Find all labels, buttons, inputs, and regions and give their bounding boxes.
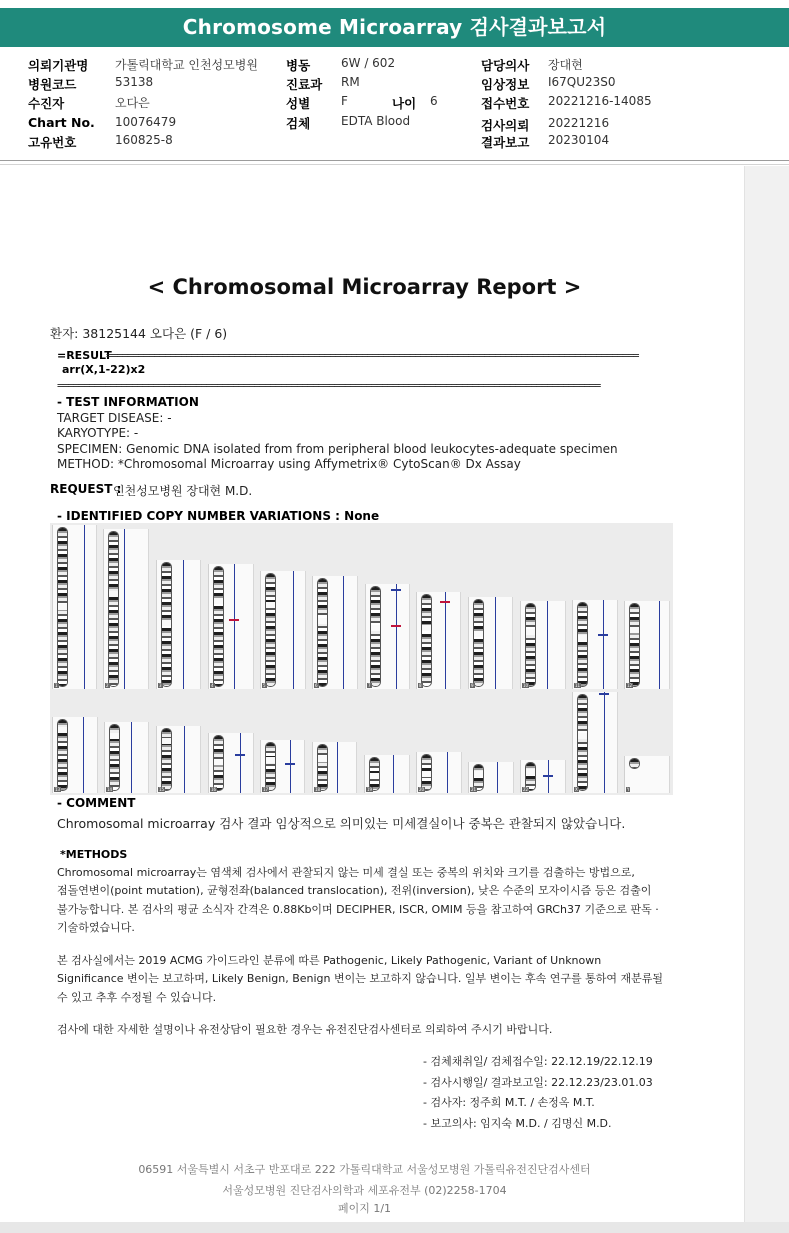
label-department: 진료과 (286, 77, 323, 92)
label-age: 나이 (392, 96, 417, 111)
label-clinical-info: 임상정보 (481, 77, 530, 92)
chromosome-22: 22 (520, 760, 566, 793)
label-patient-name: 수진자 (28, 96, 65, 111)
value-patient-name: 오다은 (115, 96, 150, 110)
footer-page-number: 페이지 1/1 (337, 1202, 392, 1215)
chromosome-18: 18 (312, 742, 357, 793)
header-divider-shadow (0, 164, 789, 165)
chromosome-11: 11 (572, 600, 618, 689)
footer-address: 06591 서울특별시 서초구 반포대로 222 가톨릭대학교 서울성모병원 가톨릭유전진단검사센터 (138, 1163, 591, 1176)
result-divider: ====================================================================================================== (57, 379, 600, 392)
page-margin-strip (744, 166, 789, 1222)
chromosome-14: 14 (104, 722, 149, 793)
karyotype: KARYOTYPE: - (57, 426, 139, 440)
label-specimen: 검체 (286, 116, 311, 131)
method: METHOD: *Chromosomal Microarray using Affymetrix® CytoScan® Dx Assay (57, 457, 521, 471)
label-sex: 성별 (286, 96, 311, 111)
karyogram (50, 523, 673, 795)
chromosome-y: Y (624, 756, 670, 793)
chromosome-8: 8 (416, 592, 461, 689)
value-request-date: 20221216 (548, 116, 610, 130)
cnv-label: - IDENTIFIED COPY NUMBER VARIATIONS : None (57, 509, 380, 523)
request-value: 인천성모병원 장대현 M.D. (113, 484, 253, 498)
value-report-date: 20230104 (548, 133, 610, 147)
methods-p1-l1: Chromosomal microarray는 염색체 검사에서 관찰되지 않는 미세 결실 또는 중복의 위치와 크기를 검출하는 방법으로, (57, 866, 635, 879)
value-physician: 장대현 (548, 58, 583, 72)
chromosome-3: 3 (156, 560, 201, 689)
chromosome-16: 16 (208, 733, 254, 793)
chromosome-2: 2 (103, 529, 149, 689)
value-unique-no: 160825-8 (115, 133, 173, 147)
methods-p2-l3: 수 있고 추후 수정될 수 있습니다. (57, 991, 217, 1004)
chromosome-12: 12 (624, 601, 670, 689)
reporting-physician: - 보고의사: 임지숙 M.D. / 김명신 M.D. (423, 1117, 612, 1130)
request-label: REQUEST : (50, 482, 122, 496)
comment-label: - COMMENT (57, 796, 136, 810)
footer-department: 서울성모병원 진단검사의학과 세포유전부 (02)2258-1704 (222, 1184, 507, 1197)
label-institution: 의뢰기관명 (28, 58, 89, 73)
value-clinical-info: I67QU23S0 (548, 75, 616, 89)
chromosome-7: 7 (365, 584, 410, 689)
chromosome-10: 10 (520, 601, 566, 689)
label-physician: 담당의사 (481, 58, 530, 73)
patient-line: 환자: 38125144 오다은 (F / 6) (50, 326, 228, 341)
label-unique-no: 고유번호 (28, 135, 77, 150)
value-age: 6 (430, 94, 438, 108)
chromosome-20: 20 (416, 752, 462, 793)
target-disease: TARGET DISEASE: - (57, 411, 172, 425)
report-heading: < Chromosomal Microarray Report > (147, 275, 582, 299)
label-receipt-no: 접수번호 (481, 96, 530, 111)
value-hospital-code: 53138 (115, 75, 154, 89)
methods-p1-l4: 기술하였습니다. (57, 921, 135, 934)
chromosome-13: 13 (52, 717, 98, 793)
value-institution: 가톨릭대학교 인천성모병원 (115, 58, 258, 72)
methods-p1-l2: 점돌연변이(point mutation), 균형전좌(balanced translocation), 전위(inversion), 낮은 수준의 모자이시즘 등은 검출이 (57, 884, 652, 897)
chromosome-4: 4 (208, 564, 254, 689)
label-hospital-code: 병원코드 (28, 77, 77, 92)
value-chart-no: 10076479 (115, 115, 177, 129)
chromosome-9: 9 (468, 597, 513, 689)
report-title-bar: Chromosome Microarray 검사결과보고서 (0, 8, 789, 47)
comment-text: Chromosomal microarray 검사 결과 임상적으로 의미있는 미세결실이나 중복은 관찰되지 않았습니다. (57, 816, 626, 831)
value-sex: F (341, 94, 348, 108)
page-bottom-strip (0, 1222, 789, 1233)
chromosome-15: 15 (156, 726, 201, 793)
result-label: =RESULT (57, 349, 112, 362)
header-divider (0, 160, 789, 161)
chromosome-6: 6 (312, 576, 358, 689)
label-chart-no: Chart No. (28, 115, 95, 130)
methods-p2-l1: 본 검사실에서는 2019 ACMG 가이드라인 분류에 따른 Pathogenic, Likely Pathogenic, Variant of Unknown (57, 954, 602, 967)
chromosome-19: 19 (364, 755, 410, 793)
value-department: RM (341, 75, 360, 89)
date-test: - 검사시행일/ 결과보고일: 22.12.23/23.01.03 (423, 1076, 653, 1089)
label-request-date: 검사의뢰 (481, 118, 530, 133)
chromosome-17: 17 (260, 740, 305, 793)
value-receipt-no: 20221216-14085 (548, 94, 652, 108)
label-report-date: 결과보고 (481, 135, 530, 150)
value-specimen: EDTA Blood (341, 114, 411, 128)
date-collection: - 검체채취일/ 검체접수일: 22.12.19/22.12.19 (423, 1055, 653, 1068)
value-ward: 6W / 602 (341, 56, 396, 70)
label-ward: 병동 (286, 58, 311, 73)
methods-label: *METHODS (60, 848, 128, 861)
result-value: arr(X,1-22)x2 (62, 363, 146, 376)
result-equals-line: ==================================================================================================== (106, 349, 639, 362)
methods-p2-l2: Significance 변이는 보고하며, Likely Benign, Benign 변이는 보고하지 않습니다. 일부 변이는 후속 연구를 통하여 재분류될 (57, 972, 663, 985)
methods-p1-l3: 불가능합니다. 본 검사의 평균 소식자 간격은 0.88Kb이며 DECIPHER, ISCR, OMIM 등을 참고하여 GRCh37 기준으로 판독 · (57, 903, 659, 916)
chromosome-5: 5 (260, 571, 306, 689)
specimen: SPECIMEN: Genomic DNA isolated from from peripheral blood leukocytes-adequate specimen (57, 442, 618, 456)
patient-header (0, 47, 789, 157)
methods-p3: 검사에 대한 자세한 설명이나 유전상담이 필요한 경우는 유전진단검사센터로 의뢰하여 주시기 바랍니다. (57, 1023, 553, 1036)
chromosome-x: X (572, 692, 618, 793)
tester: - 검사자: 정주희 M.T. / 손정옥 M.T. (423, 1096, 595, 1109)
chromosome-21: 21 (468, 762, 514, 793)
chromosome-1: 1 (52, 525, 97, 689)
test-info-label: - TEST INFORMATION (57, 395, 199, 409)
